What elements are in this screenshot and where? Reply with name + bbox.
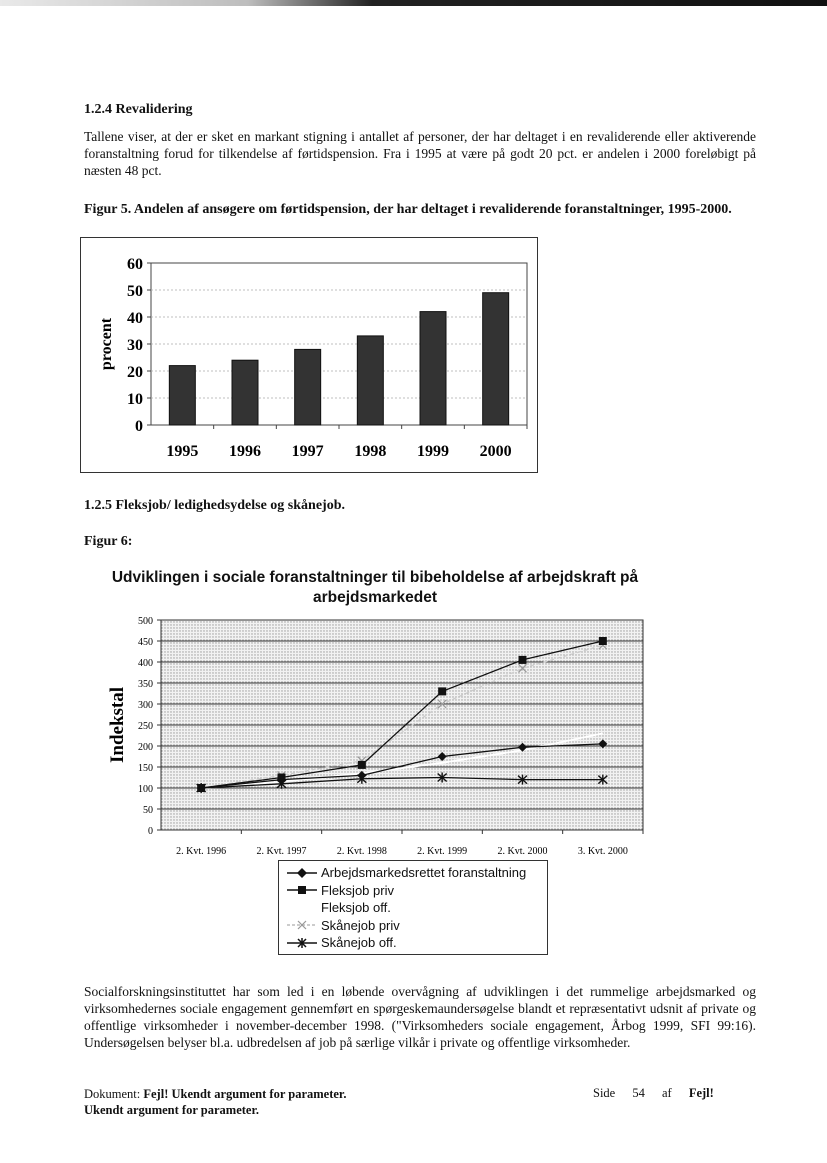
legend-item — [285, 882, 547, 900]
bar — [295, 349, 321, 425]
footer-page-number: 54 — [632, 1086, 645, 1100]
data-point-square — [278, 774, 286, 782]
y-tick-label: 250 — [138, 721, 153, 732]
x-tick-label: 1997 — [291, 443, 324, 460]
figure5-frame — [80, 237, 538, 473]
x-tick-label: 2. Kvt. 1998 — [336, 846, 387, 857]
legend-item — [285, 864, 547, 882]
figure5-bar-chart — [81, 238, 537, 472]
figure6-label: Figur 6: — [84, 534, 133, 549]
asterisk-marker-icon — [285, 936, 319, 950]
legend-label: Fleksjob off. — [321, 900, 391, 916]
figure6-line-chart — [95, 612, 660, 860]
footer-total-error: Fejl! — [688, 1086, 714, 1100]
y-tick-label: 350 — [138, 679, 153, 690]
legend-item — [285, 899, 547, 917]
footer-doc-error-line2: Ukendt argument for parameter. — [84, 1103, 259, 1117]
y-tick-label: 100 — [138, 784, 153, 795]
y-tick-label: 0 — [148, 826, 153, 837]
legend-label: Fleksjob priv — [321, 882, 394, 898]
y-tick-label: 400 — [138, 658, 153, 669]
x-tick-label: 2. Kvt. 2000 — [497, 846, 548, 857]
footer-document — [84, 1086, 346, 1118]
figure6-legend — [278, 860, 548, 955]
y-tick-label: 20 — [127, 364, 143, 381]
x-tick-label: 1999 — [417, 443, 449, 460]
x-tick-label: 2000 — [479, 443, 512, 460]
footer-page — [593, 1086, 714, 1101]
y-tick-label: 450 — [138, 637, 153, 648]
diamond-marker-icon — [285, 866, 319, 880]
x-tick-label: 1995 — [166, 443, 199, 460]
scan-top-edge — [0, 0, 827, 6]
footer-doc-label: Dokument: — [84, 1087, 141, 1101]
y-tick-label: 500 — [138, 616, 153, 627]
star-marker-icon — [285, 918, 319, 932]
bar — [169, 366, 195, 425]
footer-af-label: af — [661, 1086, 672, 1100]
legend-item — [285, 934, 547, 952]
y-axis-label: Indekstal — [107, 686, 128, 764]
bar — [232, 360, 258, 425]
legend-label: Skånejob priv — [321, 917, 400, 933]
data-point-square — [519, 656, 527, 664]
y-tick-label: 60 — [127, 256, 143, 273]
y-tick-label: 150 — [138, 763, 153, 774]
figure6-title: Udviklingen i sociale foranstaltninger til bibeholdelse af arbejdskraft på arbejdsmarkedet — [111, 569, 639, 606]
figure5-caption: Figur 5. Andelen af ansøgere om førtidspension, der har deltaget i revaliderende foranstaltninger, 1995-2000. — [84, 202, 732, 217]
data-point-square — [197, 784, 205, 792]
x-tick-label: 2. Kvt. 1999 — [417, 846, 468, 857]
section-title-fleksjob: 1.2.5 Fleksjob/ ledighedsydelse og skånejob. — [84, 498, 345, 513]
y-tick-label: 30 — [127, 337, 143, 354]
y-tick-label: 0 — [135, 418, 143, 435]
footer-side-label: Side — [593, 1086, 616, 1100]
y-axis-label: procent — [98, 317, 115, 371]
footer-doc-error: Fejl! Ukendt argument for parameter. — [143, 1087, 347, 1101]
bar — [420, 312, 446, 425]
bar — [357, 336, 383, 425]
data-point-square — [438, 687, 446, 695]
y-tick-label: 50 — [143, 805, 153, 816]
y-tick-label: 300 — [138, 700, 153, 711]
x-tick-label: 2. Kvt. 1997 — [256, 846, 307, 857]
x-tick-label: 1998 — [354, 443, 387, 460]
y-tick-label: 200 — [138, 742, 153, 753]
y-tick-label: 10 — [127, 391, 143, 408]
section-title-revalidering: 1.2.4 Revalidering — [84, 102, 193, 117]
x-tick-label: 3. Kvt. 2000 — [577, 846, 628, 857]
data-point-square — [358, 761, 366, 769]
paragraph-sfi: Socialforskningsinstituttet har som led i en løbende overvågning af udviklingen i det rummelige arbejdsmarked og virksomhedernes sociale engagement gennemført en spørgeskemaundersøgelse blandt et repræsentativt udsnit af private og offentlige virksomheder i november-december 1998. ("Virksomheders sociale engagement, Årbog 1999, SFI 99:16). Undersøgelsen belyser bl.a. udbredelsen af job på særlige vilkår i private og offentlige virksomheder. — [84, 984, 756, 1050]
paragraph-revalidering: Tallene viser, at der er sket en markant stigning i antallet af personer, der har deltaget i en revaliderende eller aktiverende foranstaltning forud for tilkendelse af førtidspension. Fra i 1995 at være på godt 20 pct. er andelen i 2000 foreløbigt på næsten 48 pct. — [84, 129, 756, 178]
bar — [483, 293, 509, 425]
legend-item — [285, 917, 547, 935]
x-tick-label: 1996 — [229, 443, 261, 460]
x-tick-label: 2. Kvt. 1996 — [176, 846, 227, 857]
legend-label: Arbejdsmarkedsrettet foranstaltning — [321, 865, 527, 881]
white-line-icon — [285, 901, 319, 915]
y-tick-label: 50 — [127, 283, 143, 300]
square-marker-icon — [285, 883, 319, 897]
legend-label: Skånejob off. — [321, 935, 397, 951]
data-point-square — [599, 637, 607, 645]
y-tick-label: 40 — [127, 310, 143, 327]
